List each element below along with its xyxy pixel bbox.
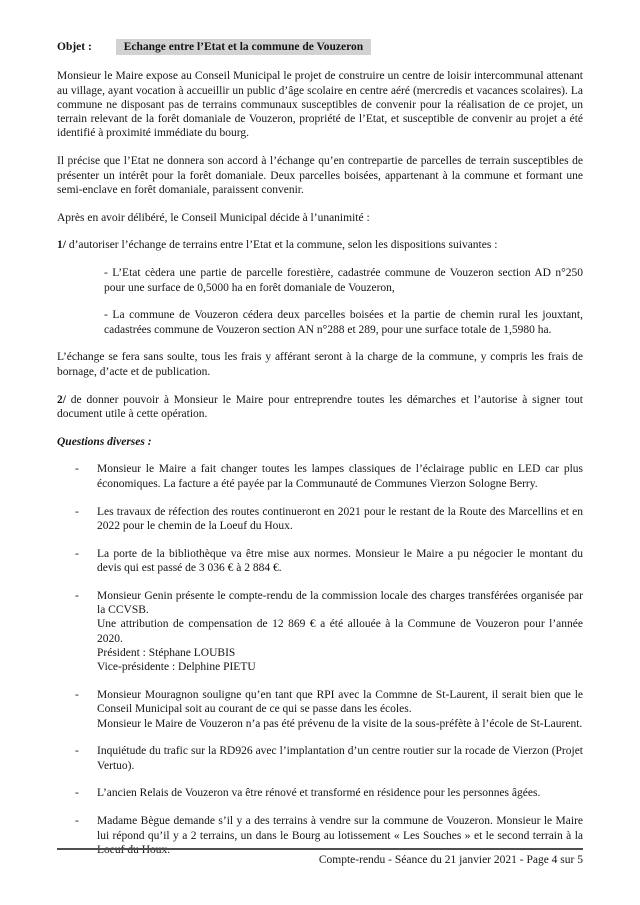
- decision-2-text: de donner pouvoir à Monsieur le Maire pour entreprendre toutes les démarches et l’autorise à signer tout document utile à cette opération.: [57, 393, 583, 420]
- footer-text: Compte-rendu - Séance du 21 janvier 2021 - Page 4 sur 5: [318, 854, 583, 866]
- list-item-rd926-traffic: [75, 744, 583, 773]
- page-footer: [57, 848, 583, 867]
- list-item-road-works: [75, 505, 583, 534]
- bullet-dash: -: [75, 745, 79, 758]
- bullet-dash: -: [75, 505, 79, 518]
- decision-1-text: d’autoriser l’échange de terrains entre l’Etat et la commune, selon les dispositions suivantes :: [65, 239, 498, 252]
- list-item-text: Une attribution de compensation de 12 869 € a été allouée à la Commune de Vouzeron pour l’année 2020.: [97, 618, 583, 645]
- questions-diverses-heading: Questions diverses :: [57, 435, 152, 448]
- paragraph-exchange-fees: L’échange se fera sans soulte, tous les frais y afférant seront à la charge de la commune, y compris les frais de bornage, d’acte et de publication.: [57, 351, 583, 378]
- list-item-led-lighting: [75, 462, 583, 491]
- list-item-library-door: [75, 547, 583, 576]
- decision-2: [57, 393, 583, 422]
- bullet-dash: -: [75, 589, 79, 602]
- bullet-dash: -: [75, 689, 79, 701]
- list-item-text: Vice-présidente : Delphine PIETU: [97, 661, 256, 674]
- list-item-text: Monsieur Mouragnon souligne qu’en tant que RPI avec la Commne de St-Laurent, il serait bien que le Conseil Municipal soit au courant de ce qui se passe dans les écoles.: [97, 689, 583, 716]
- bullet-dash: -: [75, 547, 79, 560]
- decision-1: [57, 238, 583, 252]
- bullet-dash: -: [75, 463, 79, 476]
- list-item-text: Madame Bègue demande s’il y a des terrains à vendre sur la commune de Vouzeron. Monsieur le Maire lui répond qu’il y a 2 terrains, un dans le Bourg au lotissement « Les Souches » et le second terrain à la Loeuf du Houx.: [97, 815, 583, 856]
- decision-1-number: 1/: [57, 239, 66, 252]
- bullet-dash: -: [75, 787, 79, 800]
- list-item-text: Monsieur le Maire a fait changer toutes les lampes classiques de l’éclairage public en LED car plus économiques. La facture a été payée par la Communauté de Communes Vierzon Sologne Berry.: [97, 463, 583, 490]
- list-item-text: L’ancien Relais de Vouzeron va être rénové et transformé en résidence pour les personnes âgées.: [97, 787, 541, 800]
- list-item-text: Inquiétude du trafic sur la RD926 avec l’implantation d’un centre routier sur la rocade de Vierzon (Projet Vertuo).: [97, 745, 583, 772]
- paragraph-project-exposition: Monsieur le Maire expose au Conseil Municipal le projet de construire un centre de loisir intercommunal attenant au village, ayant vocation à accueillir un public d’âge scolaire en centre aéré (mercredis et vacances scolaires). La commune ne disposant pas de terrains communaux susceptibles de convenir pour la réalisation de ce projet, un terrain relevant de la forêt domaniale de Vouzeron, propriété de l’Etat, et susceptible de convenir au projet a été identifié à proximité immédiate du bourg.: [57, 70, 583, 140]
- decision-2-number: 2/: [57, 393, 66, 406]
- list-item-text: Président : Stéphane LOUBIS: [97, 646, 236, 659]
- list-item-text: La porte de la bibliothèque va être mise aux normes. Monsieur le Maire a pu négocier le montant du devis qui est passé de 3 036 € à 2 884 €.: [97, 547, 583, 574]
- decision-1-subitem-commune: - La commune de Vouzeron cédera deux parcelles boisées et la partie de chemin rural les jouxtant, cadastrées commune de Vouzeron section AN n°288 et 289, pour une surface totale de 1,5980 ha.: [104, 309, 583, 336]
- decision-1-subitem-state: - L’Etat cèdera une partie de parcelle forestière, cadastrée commune de Vouzeron section AD n°250 pour une surface de 0,5000 ha en forêt domaniale de Vouzeron,: [104, 267, 583, 294]
- object-title-highlighted: Echange entre l’Etat et la commune de Vouzeron: [116, 39, 371, 55]
- list-item-ccvsb-commission: [75, 589, 583, 675]
- list-item-relais-renovation: [75, 786, 583, 800]
- list-item-text: Monsieur le Maire de Vouzeron n’a pas été prévenu de la visite de la sous-préfète à l’école de St-Laurent.: [97, 717, 583, 730]
- paragraph-state-condition: Il précise que l’Etat ne donnera son accord à l’échange qu’en contrepartie de parcelles de terrain susceptibles de présenter un intérêt pour la forêt domaniale. Deux parcelles boisées, appartenant à la commune et formant une semi-enclave en forêt domaniale, paraissent convenir.: [57, 155, 583, 196]
- bullet-dash: -: [75, 815, 79, 828]
- list-item-text: Les travaux de réfection des routes continueront en 2021 pour le restant de la Route des Marcellins et en 2022 pour le chemin de la Loeuf du Houx.: [97, 505, 583, 532]
- list-item-text: Monsieur Genin présente le compte-rendu de la commission locale des charges transférées organisée par la CCVSB.: [97, 589, 583, 617]
- object-label: Objet :: [57, 41, 92, 53]
- list-item-rpi-st-laurent: [75, 688, 583, 731]
- paragraph-deliberation: Après en avoir délibéré, le Conseil Municipal décide à l’unanimité :: [57, 211, 370, 224]
- object-line: [57, 39, 583, 55]
